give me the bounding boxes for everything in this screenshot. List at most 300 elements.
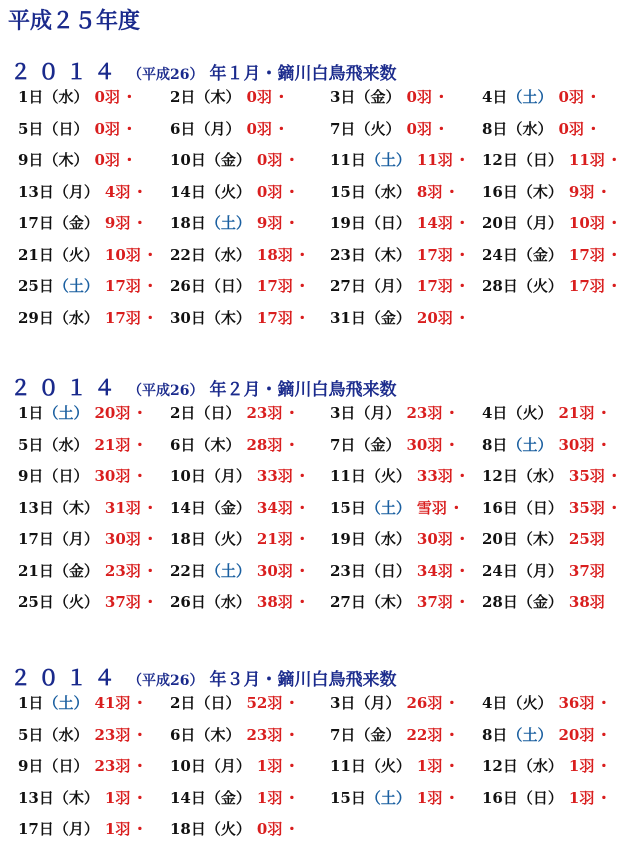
day-number: 6日 (170, 119, 196, 138)
separator-dot: ・ (294, 245, 310, 264)
separator-dot: ・ (444, 725, 460, 744)
swan-count: 1羽 (568, 788, 595, 807)
weekday: （月） (53, 182, 99, 201)
weekday: （金） (53, 561, 99, 580)
day-entry (330, 787, 459, 808)
separator-dot: ・ (294, 561, 310, 580)
day-number: 7日 (330, 725, 356, 744)
day-entry (482, 465, 622, 486)
separator-dot: ・ (596, 182, 612, 201)
swan-count: 14羽 (416, 214, 453, 232)
day-number: 5日 (18, 435, 44, 454)
swan-count: 8羽 (416, 182, 443, 201)
section-era: （平成26） (128, 673, 204, 689)
weekday: （月） (53, 530, 99, 548)
calendar-row (0, 497, 637, 525)
swan-count: 18羽 (256, 245, 293, 264)
swan-count: 22羽 (406, 725, 443, 744)
swan-count: 30羽 (256, 561, 293, 580)
swan-count: 33羽 (256, 467, 293, 485)
day-number: 24日 (482, 561, 518, 580)
separator-dot: ・ (132, 435, 148, 454)
swan-count: 1羽 (256, 757, 283, 775)
weekday: （水） (507, 119, 553, 138)
day-number: 17日 (18, 820, 54, 838)
day-number: 1日 (18, 694, 44, 712)
day-entry (482, 787, 611, 808)
weekday: （木） (365, 245, 411, 264)
separator-dot: ・ (454, 530, 470, 548)
day-number: 23日 (330, 245, 366, 264)
weekday: （金） (355, 88, 401, 106)
weekday: （土） (365, 498, 411, 517)
day-entry (170, 465, 310, 486)
day-entry (18, 402, 147, 423)
day-entry (330, 497, 464, 518)
swan-count: 0羽 (256, 151, 283, 169)
swan-count: 17羽 (568, 245, 605, 264)
swan-count: 38羽 (256, 593, 293, 611)
separator-dot: ・ (142, 277, 158, 295)
weekday: （金） (355, 435, 401, 454)
weekday: （日） (365, 214, 411, 232)
separator-dot: ・ (606, 498, 622, 517)
swan-count: 11羽 (416, 151, 453, 169)
swan-count: 37羽 (568, 561, 605, 580)
separator-dot: ・ (433, 88, 449, 106)
weekday: （金） (517, 245, 563, 264)
swan-count: 0羽 (94, 151, 120, 169)
day-entry (170, 307, 310, 328)
day-number: 24日 (482, 245, 518, 264)
day-number: 17日 (18, 214, 54, 232)
weekday: （土） (205, 561, 251, 580)
separator-dot: ・ (132, 467, 148, 485)
swan-count: 0羽 (94, 88, 120, 106)
weekday: （木） (43, 151, 89, 169)
weekday: （日） (205, 277, 251, 295)
day-entry (330, 149, 470, 170)
weekday: （火） (365, 467, 411, 485)
separator-dot: ・ (448, 498, 464, 517)
day-number: 19日 (330, 530, 366, 548)
day-entry (170, 86, 289, 107)
day-number: 22日 (170, 245, 206, 264)
calendar-row (0, 212, 637, 240)
swan-count: 17羽 (416, 245, 453, 264)
separator-dot: ・ (284, 151, 300, 169)
day-number: 4日 (482, 404, 508, 422)
swan-count: 1羽 (104, 788, 131, 807)
day-entry (170, 755, 299, 776)
weekday: （日） (517, 498, 563, 517)
day-entry (18, 275, 158, 296)
weekday: （木） (195, 435, 241, 454)
swan-count: 1羽 (104, 820, 131, 838)
day-entry (18, 787, 147, 808)
day-entry (330, 560, 470, 581)
day-number: 19日 (330, 214, 366, 232)
separator-dot: ・ (454, 151, 470, 169)
calendar-row (0, 528, 637, 556)
weekday: （月） (355, 694, 401, 712)
separator-dot: ・ (596, 435, 612, 454)
weekday: （木） (53, 498, 99, 517)
day-entry (18, 307, 158, 328)
separator-dot: ・ (142, 308, 158, 327)
day-entry (330, 181, 459, 202)
day-entry (18, 755, 147, 776)
day-entry (170, 118, 289, 139)
separator-dot: ・ (142, 593, 158, 611)
separator-dot: ・ (284, 788, 300, 807)
separator-dot: ・ (132, 694, 148, 712)
weekday: （金） (53, 214, 99, 232)
swan-count: 30羽 (104, 530, 141, 548)
day-entry (482, 560, 607, 581)
weekday: （日） (365, 561, 411, 580)
swan-count: 0羽 (406, 88, 432, 106)
calendar-row (0, 724, 637, 752)
separator-dot: ・ (294, 277, 310, 295)
day-entry (482, 692, 611, 713)
separator-dot: ・ (596, 788, 612, 807)
separator-dot: ・ (454, 214, 470, 232)
swan-count: 0羽 (256, 820, 283, 838)
day-entry (482, 528, 607, 549)
swan-count: 23羽 (94, 757, 131, 775)
weekday: （日） (43, 467, 89, 485)
day-number: 12日 (482, 467, 518, 485)
swan-count: 雪羽 (416, 498, 447, 517)
day-number: 30日 (170, 308, 206, 327)
weekday: （金） (205, 498, 251, 517)
day-number: 15日 (330, 182, 366, 201)
weekday: （木） (53, 788, 99, 807)
separator-dot: ・ (132, 788, 148, 807)
swan-count: 30羽 (406, 435, 443, 454)
separator-dot: ・ (454, 277, 470, 295)
weekday: （火） (205, 530, 251, 548)
day-number: 9日 (18, 757, 44, 775)
separator-dot: ・ (444, 694, 460, 712)
swan-count: 23羽 (406, 404, 443, 422)
day-entry (482, 149, 622, 170)
day-number: 11日 (330, 757, 366, 775)
swan-count: 0羽 (406, 119, 432, 138)
swan-count: 35羽 (568, 498, 605, 517)
day-number: 7日 (330, 119, 356, 138)
section-year: ２０１４ (10, 59, 122, 84)
day-entry (330, 465, 470, 486)
section-heading (10, 662, 396, 692)
section-label: 年１月・鏑川白鳥飛来数 (209, 64, 397, 84)
day-number: 12日 (482, 757, 518, 775)
day-number: 14日 (170, 498, 206, 517)
weekday: （水） (43, 435, 89, 454)
day-entry (330, 591, 470, 612)
separator-dot: ・ (606, 214, 622, 232)
day-number: 6日 (170, 435, 196, 454)
weekday: （木） (517, 530, 563, 548)
calendar-row (0, 465, 637, 493)
day-entry (330, 528, 470, 549)
weekday: （木） (517, 182, 563, 201)
weekday: （火） (507, 404, 553, 422)
swan-count: 23羽 (104, 561, 141, 580)
day-number: 27日 (330, 593, 366, 611)
day-entry (18, 244, 158, 265)
day-number: 3日 (330, 88, 356, 106)
separator-dot: ・ (132, 182, 148, 201)
day-number: 8日 (482, 725, 508, 744)
day-number: 4日 (482, 694, 508, 712)
day-entry (170, 692, 299, 713)
swan-count: 0羽 (94, 119, 120, 138)
page-title: 平成２５年度 (8, 8, 141, 34)
swan-count: 9羽 (104, 214, 131, 232)
swan-count: 23羽 (94, 725, 131, 744)
separator-dot: ・ (132, 214, 148, 232)
swan-count: 20羽 (558, 725, 595, 744)
day-number: 14日 (170, 182, 206, 201)
separator-dot: ・ (454, 245, 470, 264)
calendar-row (0, 181, 637, 209)
separator-dot: ・ (294, 530, 310, 548)
calendar-row (0, 692, 637, 720)
day-entry (18, 149, 137, 170)
separator-dot: ・ (585, 88, 601, 106)
day-number: 21日 (18, 561, 54, 580)
day-number: 5日 (18, 119, 44, 138)
calendar-row (0, 787, 637, 815)
day-entry (482, 755, 611, 776)
weekday: （火） (53, 245, 99, 264)
separator-dot: ・ (606, 277, 622, 295)
weekday: （月） (517, 561, 563, 580)
day-entry (18, 181, 147, 202)
weekday: （水） (517, 467, 563, 485)
day-number: 3日 (330, 694, 356, 712)
swan-count: 20羽 (94, 404, 131, 422)
day-entry (482, 118, 601, 139)
day-entry (482, 86, 601, 107)
weekday: （木） (205, 308, 251, 327)
calendar-row (0, 434, 637, 462)
day-entry (18, 560, 158, 581)
swan-count: 37羽 (416, 593, 453, 611)
weekday: （金） (517, 593, 563, 611)
weekday: （月） (517, 214, 563, 232)
weekday: （月） (53, 820, 99, 838)
weekday: （土） (205, 214, 251, 232)
weekday: （火） (205, 182, 251, 201)
calendar-row (0, 560, 637, 588)
swan-count: 0羽 (246, 88, 272, 106)
weekday: （月） (365, 277, 411, 295)
separator-dot: ・ (596, 725, 612, 744)
separator-dot: ・ (132, 757, 148, 775)
day-number: 11日 (330, 151, 366, 169)
day-number: 21日 (18, 245, 54, 264)
day-entry (18, 497, 158, 518)
swan-count: 30羽 (94, 467, 131, 485)
weekday: （水） (43, 88, 89, 106)
day-number: 20日 (482, 530, 518, 548)
day-entry (482, 212, 622, 233)
swan-count: 30羽 (558, 435, 595, 454)
separator-dot: ・ (606, 151, 622, 169)
swan-count: 52羽 (246, 694, 283, 712)
weekday: （日） (195, 694, 241, 712)
day-entry (170, 181, 299, 202)
day-entry (18, 118, 137, 139)
day-entry (170, 244, 310, 265)
separator-dot: ・ (294, 498, 310, 517)
weekday: （日） (43, 119, 89, 138)
day-entry (330, 402, 459, 423)
day-entry (18, 818, 147, 839)
day-number: 20日 (482, 214, 518, 232)
section-era: （平成26） (128, 383, 204, 399)
calendar-row (0, 275, 637, 303)
swan-count: 31羽 (104, 498, 141, 517)
day-entry (330, 434, 459, 455)
weekday: （木） (195, 725, 241, 744)
day-number: 13日 (18, 788, 54, 807)
calendar-row (0, 307, 637, 335)
day-number: 2日 (170, 694, 196, 712)
day-entry (482, 402, 611, 423)
separator-dot: ・ (606, 245, 622, 264)
separator-dot: ・ (454, 561, 470, 580)
swan-count: 38羽 (568, 593, 605, 611)
section-heading (10, 56, 396, 86)
section-heading (10, 372, 396, 402)
swan-count: 1羽 (416, 757, 443, 775)
swan-count: 4羽 (104, 182, 131, 201)
swan-count: 25羽 (568, 530, 605, 548)
swan-count: 21羽 (94, 435, 131, 454)
calendar-row (0, 244, 637, 272)
swan-count: 17羽 (104, 277, 141, 295)
separator-dot: ・ (284, 404, 300, 422)
day-entry (170, 724, 299, 745)
separator-dot: ・ (294, 593, 310, 611)
day-number: 29日 (18, 308, 54, 327)
day-entry (170, 149, 299, 170)
weekday: （火） (507, 694, 553, 712)
calendar-row (0, 591, 637, 619)
swan-count: 36羽 (558, 694, 595, 712)
weekday: （日） (517, 788, 563, 807)
day-number: 16日 (482, 182, 518, 201)
separator-dot: ・ (606, 467, 622, 485)
day-number: 18日 (170, 214, 206, 232)
separator-dot: ・ (132, 725, 148, 744)
calendar-row (0, 118, 637, 146)
day-entry (330, 755, 459, 776)
weekday: （水） (43, 725, 89, 744)
day-entry (482, 591, 607, 612)
weekday: （土） (43, 404, 89, 422)
separator-dot: ・ (454, 593, 470, 611)
separator-dot: ・ (121, 151, 137, 169)
swan-count: 23羽 (246, 725, 283, 744)
swan-count: 1羽 (416, 788, 443, 807)
swan-count: 9羽 (568, 182, 595, 201)
swan-count: 17羽 (416, 277, 453, 295)
separator-dot: ・ (433, 119, 449, 138)
weekday: （土） (365, 788, 411, 807)
swan-count: 37羽 (104, 593, 141, 611)
separator-dot: ・ (142, 498, 158, 517)
day-number: 28日 (482, 277, 518, 295)
swan-count: 34羽 (256, 498, 293, 517)
weekday: （日） (517, 151, 563, 169)
day-entry (482, 724, 611, 745)
separator-dot: ・ (444, 788, 460, 807)
weekday: （月） (195, 119, 241, 138)
day-entry (18, 528, 158, 549)
day-number: 4日 (482, 88, 508, 106)
weekday: （土） (507, 725, 553, 744)
day-number: 5日 (18, 725, 44, 744)
day-number: 2日 (170, 404, 196, 422)
weekday: （火） (517, 277, 563, 295)
swan-count: 23羽 (246, 404, 283, 422)
separator-dot: ・ (596, 404, 612, 422)
separator-dot: ・ (142, 530, 158, 548)
weekday: （日） (195, 404, 241, 422)
day-number: 25日 (18, 277, 54, 295)
day-number: 15日 (330, 498, 366, 517)
day-entry (18, 591, 158, 612)
separator-dot: ・ (585, 119, 601, 138)
swan-count: 17羽 (256, 308, 293, 327)
separator-dot: ・ (444, 757, 460, 775)
section-label: 年３月・鏑川白鳥飛来数 (209, 670, 397, 690)
day-entry (330, 212, 470, 233)
day-entry (170, 818, 299, 839)
day-entry (330, 724, 459, 745)
swan-count: 0羽 (246, 119, 272, 138)
weekday: （金） (355, 725, 401, 744)
swan-count: 0羽 (558, 119, 584, 138)
separator-dot: ・ (444, 404, 460, 422)
section-year: ２０１４ (10, 375, 122, 400)
day-entry (482, 497, 622, 518)
day-entry (330, 307, 470, 328)
calendar-row (0, 149, 637, 177)
day-entry (170, 528, 310, 549)
day-number: 6日 (170, 725, 196, 744)
day-number: 26日 (170, 593, 206, 611)
day-number: 26日 (170, 277, 206, 295)
weekday: （月） (205, 467, 251, 485)
day-entry (330, 118, 449, 139)
swan-count: 21羽 (558, 404, 595, 422)
day-number: 10日 (170, 757, 206, 775)
separator-dot: ・ (273, 88, 289, 106)
swan-count: 10羽 (104, 245, 141, 264)
weekday: （木） (365, 593, 411, 611)
separator-dot: ・ (284, 820, 300, 838)
section-era: （平成26） (128, 67, 204, 83)
separator-dot: ・ (444, 182, 460, 201)
day-entry (170, 402, 299, 423)
day-number: 7日 (330, 435, 356, 454)
